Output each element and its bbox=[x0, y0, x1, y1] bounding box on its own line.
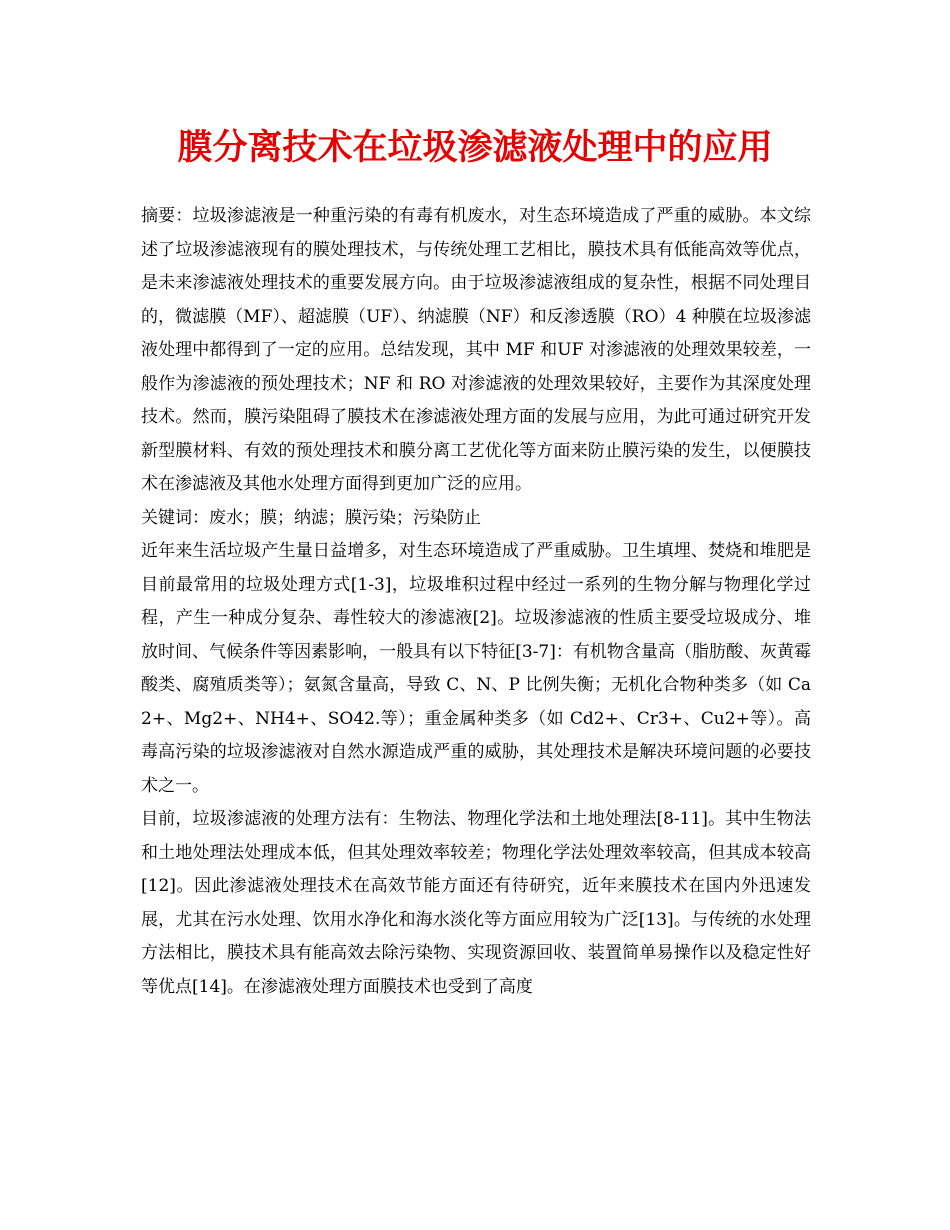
abstract-paragraph: 摘要：垃圾渗滤液是一种重污染的有毒有机废水，对生态环境造成了严重的威胁。本文综述了垃圾渗滤液现有的膜处理技术，与传统处理工艺相比，膜技术具有低能高效等优点，是未来渗滤液处理技术的重要发展方向。由于垃圾渗滤液组成的复杂性，根据不同处理目的，微滤膜（MF）、超滤膜（UF）、纳滤膜（NF）和反渗透膜（RO）4 种膜在垃圾渗滤液处理中都得到了一定的应用。总结发现，其中 MF 和UF 对渗滤液的处理效果较差，一般作为渗滤液的预处理技术；NF 和 RO 对渗滤液的处理效果较好，主要作为其深度处理技术。然而，膜污染阻碍了膜技术在渗滤液处理方面的发展与应用，为此可通过研究开发新型膜材料、有效的预处理技术和膜分离工艺优化等方面来防止膜污染的发生，以便膜技术在渗滤液及其他水处理方面得到更加广泛的应用。 bbox=[141, 206, 811, 494]
methods-paragraph: 目前，垃圾渗滤液的处理方法有：生物法、物理化学法和土地处理法[8-11]。其中生物法和土地处理法处理成本低，但其处理效率较差；物理化学法处理效率较高，但其成本较高[12]。因此渗滤液处理技术在高效节能方面还有待研究，近年来膜技术在国内外迅速发展，尤其在污水处理、饮用水净化和海水淡化等方面应用较为广泛[13]。与传统的水处理方法相比，膜技术具有能高效去除污染物、实现资源回收、装置简单易操作以及稳定性好等优点[14]。在渗滤液处理方面膜技术也受到了高度 bbox=[141, 809, 811, 997]
keywords-paragraph: 关键词：废水；膜；纳滤；膜污染；污染防止 bbox=[141, 507, 481, 528]
intro-paragraph: 近年来生活垃圾产生量日益增多，对生态环境造成了严重威胁。卫生填埋、焚烧和堆肥是目前最常用的垃圾处理方式[1-3]，垃圾堆积过程中经过一系列的生物分解与物理化学过程，产生一种成分复杂、毒性较大的渗滤液[2]。垃圾渗滤液的性质主要受垃圾成分、堆放时间、气候条件等因素影响，一般具有以下特征[3-7]：有机物含量高（脂肪酸、灰黄霉酸类、腐殖质类等）；氨氮含量高，导致 C、N、P 比例失衡；无机化合物种类多（如 Ca2+、Mg2+、NH4+、SO42.等）；重金属种类多（如 Cd2+、Cr3+、Cu2+等）。高毒高污染的垃圾渗滤液对自然水源造成严重的威胁，其处理技术是解决环境问题的必要技术之一。 bbox=[141, 541, 811, 796]
document-title: 膜分离技术在垃圾渗滤液处理中的应用 bbox=[177, 127, 773, 168]
document-body bbox=[141, 200, 811, 1004]
